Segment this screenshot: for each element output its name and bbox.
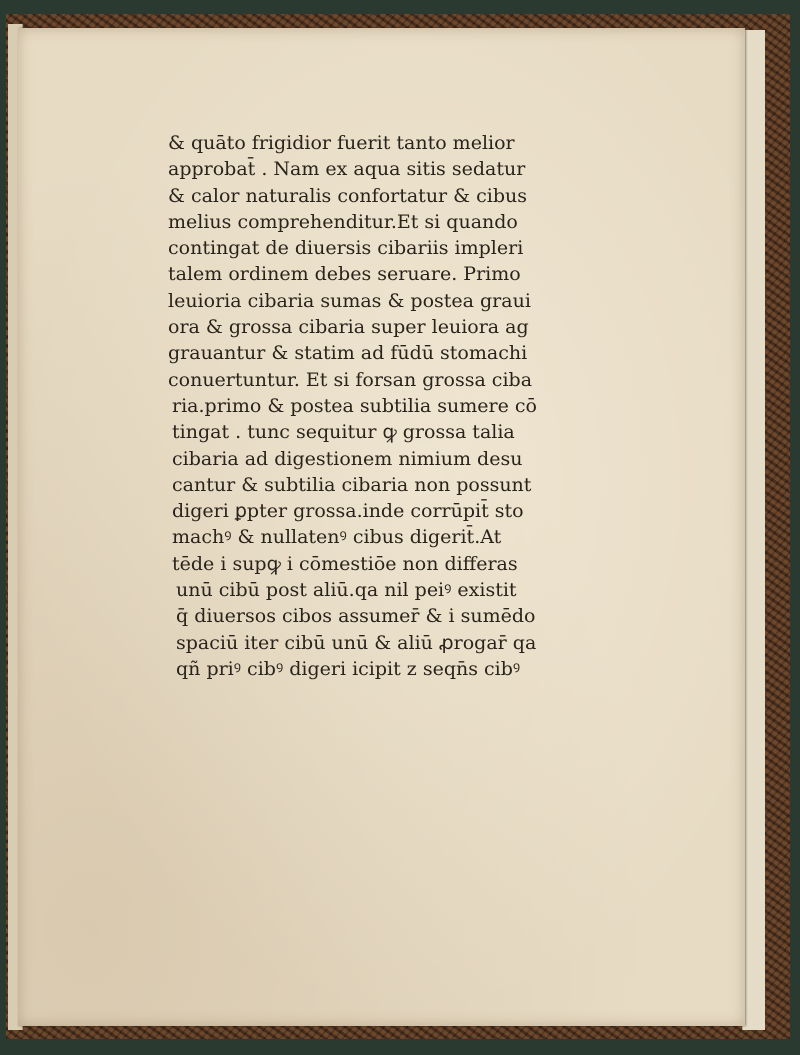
text-line: tēde i supꝙ i cōmestiōe non differas: [172, 552, 518, 575]
text-line: qñ priꝰ cibꝰ digeri icipit z seqn̄s cibꝰ: [176, 657, 521, 680]
text-line: spaciū iter cibū unū & aliū ꝓrogar̄ qa: [176, 631, 537, 654]
text-line: ria.primo & postea subtilia sumere cō: [172, 394, 537, 417]
text-line: & quāto frigidior fuerit tanto melior: [168, 132, 515, 154]
right-page-edges: [742, 30, 765, 1030]
text-line: approbat̄ . Nam ex aqua sitis sedatur: [168, 158, 526, 181]
text-line: cantur & subtilia cibaria non possunt: [172, 473, 532, 496]
text-line: conuertuntur. Et si forsan grossa ciba: [168, 368, 533, 391]
text-block: [168, 130, 568, 682]
text-line: tingat . tunc sequitur ꝙ grossa talia: [172, 421, 515, 444]
text-line: unū cibū post aliū.qa nil peiꝰ existit: [176, 579, 517, 602]
text-line: & calor naturalis confortatur & cibus: [168, 184, 527, 207]
text-line: q̄ diuersos cibos assumer̄ & i sumēdo: [176, 605, 536, 628]
text-line: digeri ꝑpter grossa.inde corrūpit̄ sto: [172, 500, 524, 523]
text-line: leuioria cibaria sumas & postea graui: [168, 289, 531, 312]
text-line: machꝰ & nullatenꝰ cibus digerit̄.At: [172, 526, 502, 549]
text-line: talem ordinem debes seruare. Primo: [168, 263, 521, 286]
text-line: contingat de diuersis cibariis impleri: [168, 237, 524, 260]
book-page: [18, 28, 745, 1026]
text-line: cibaria ad digestionem nimium desu: [172, 447, 523, 470]
text-line: melius comprehenditur.Et si quando: [168, 210, 518, 233]
text-line: ora & grossa cibaria super leuiora ag: [168, 316, 529, 339]
text-line: grauantur & statim ad fūdū stomachi: [168, 342, 528, 365]
